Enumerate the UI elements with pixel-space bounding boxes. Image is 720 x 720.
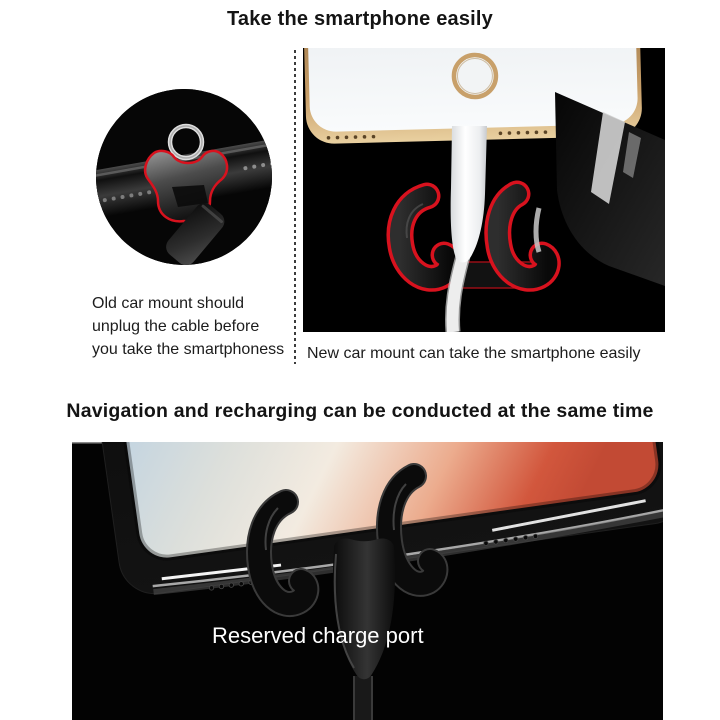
old-mount-illustration bbox=[96, 89, 272, 265]
new-mount-caption: New car mount can take the smartphone easily bbox=[307, 345, 641, 362]
old-caption-line-1: Old car mount should bbox=[92, 295, 245, 312]
title-take-smartphone: Take the smartphone easily bbox=[226, 8, 494, 30]
new-mount-illustration bbox=[303, 48, 665, 332]
reserved-charge-port-label: Reserved charge port bbox=[212, 623, 424, 648]
old-mount-caption bbox=[92, 292, 302, 361]
title-navigation-recharging: Navigation and recharging can be conducted at the same time bbox=[66, 400, 654, 422]
old-mount-photo bbox=[96, 89, 272, 265]
old-caption-line-3: you take the smartphoness bbox=[92, 341, 285, 358]
charge-port-photo bbox=[72, 442, 663, 720]
charge-port-illustration bbox=[72, 442, 663, 720]
home-button-ring bbox=[453, 54, 496, 97]
new-mount-photo bbox=[303, 48, 665, 332]
old-caption-line-2: unplug the cable before bbox=[92, 318, 260, 335]
